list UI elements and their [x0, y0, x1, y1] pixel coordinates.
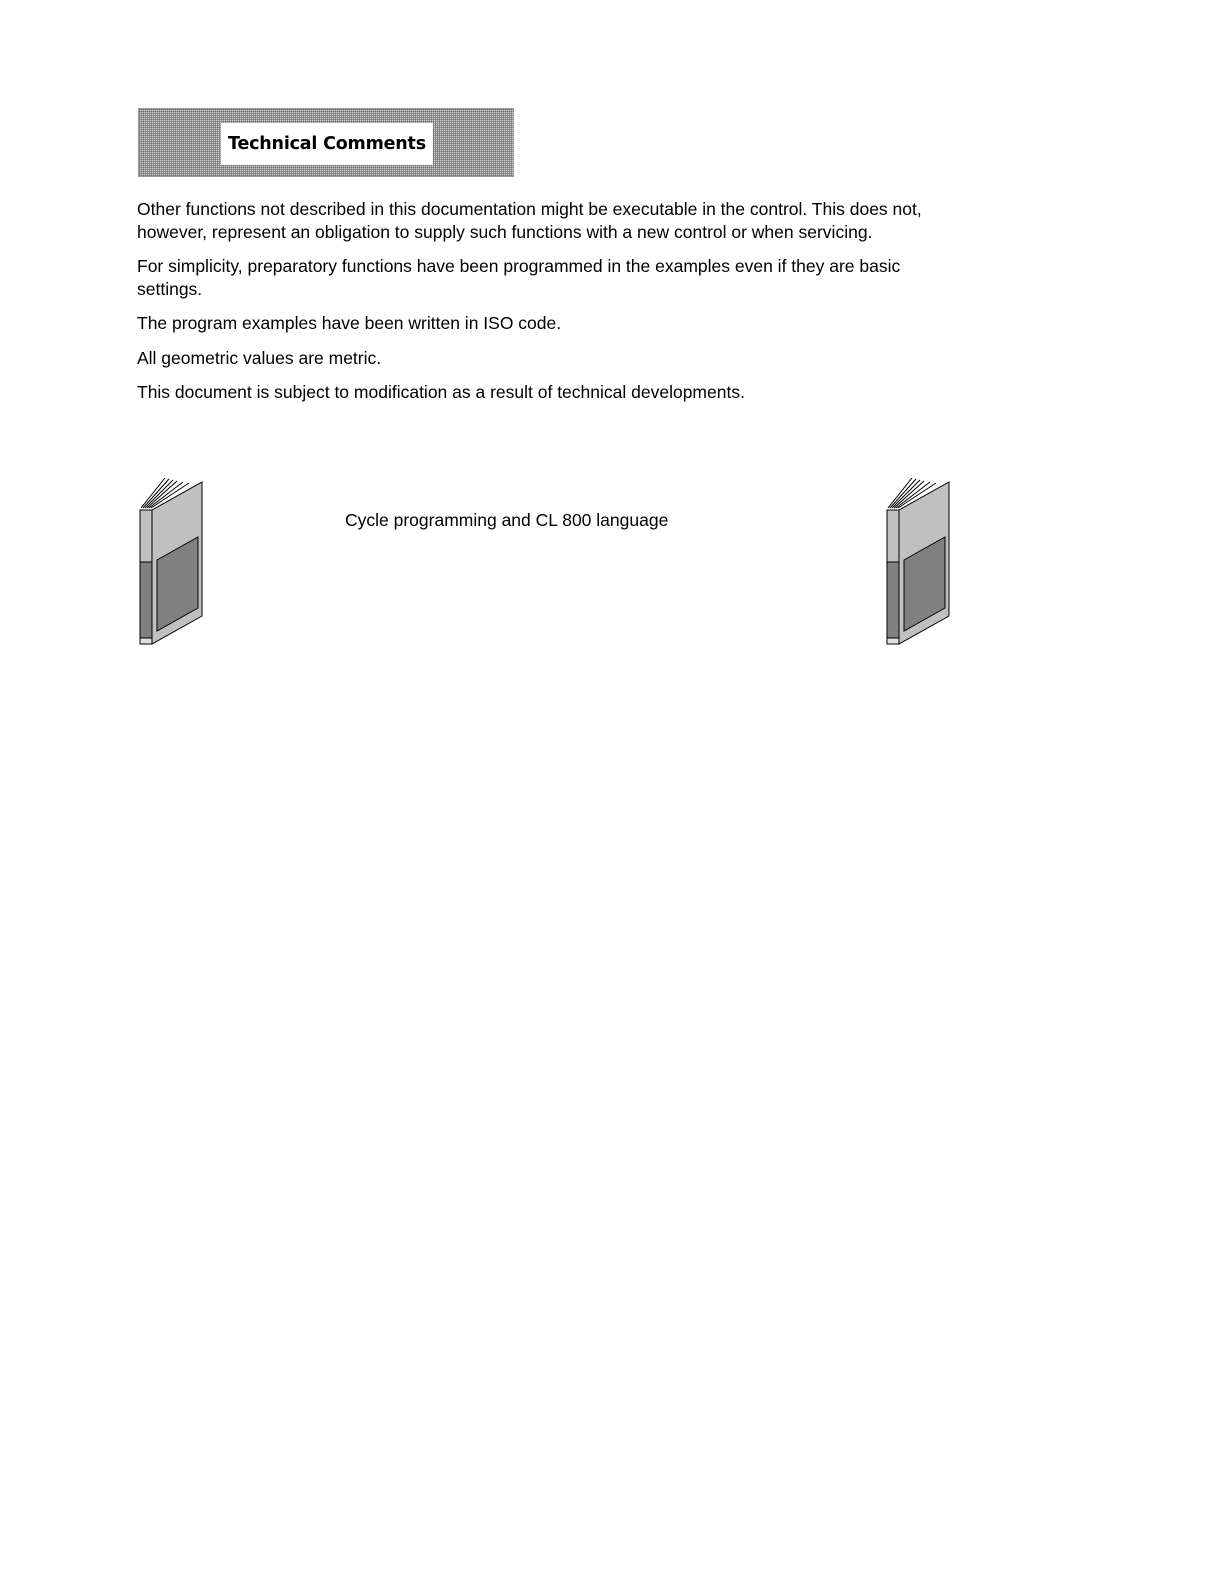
section-header-box — [138, 108, 514, 177]
book-icon — [139, 478, 205, 646]
figure-caption: Cycle programming and CL 800 language — [345, 510, 669, 530]
body-text — [137, 198, 937, 416]
paragraph: All geometric values are metric. — [137, 347, 382, 368]
book-icon — [886, 478, 952, 646]
paragraph: This document is subject to modification as a result of technical developments. — [137, 382, 745, 402]
paragraph: For simplicity, preparatory functions have been programmed in the examples even if they are basic settings. — [137, 256, 901, 299]
paragraph: Other functions not described in this documentation might be executable in the control. This does not, however, represent an obligation to supply such functions with a new control or when servicing. — [137, 199, 922, 242]
section-title: Technical Comments — [221, 123, 433, 165]
paragraph: The program examples have been written in ISO code. — [137, 313, 562, 333]
